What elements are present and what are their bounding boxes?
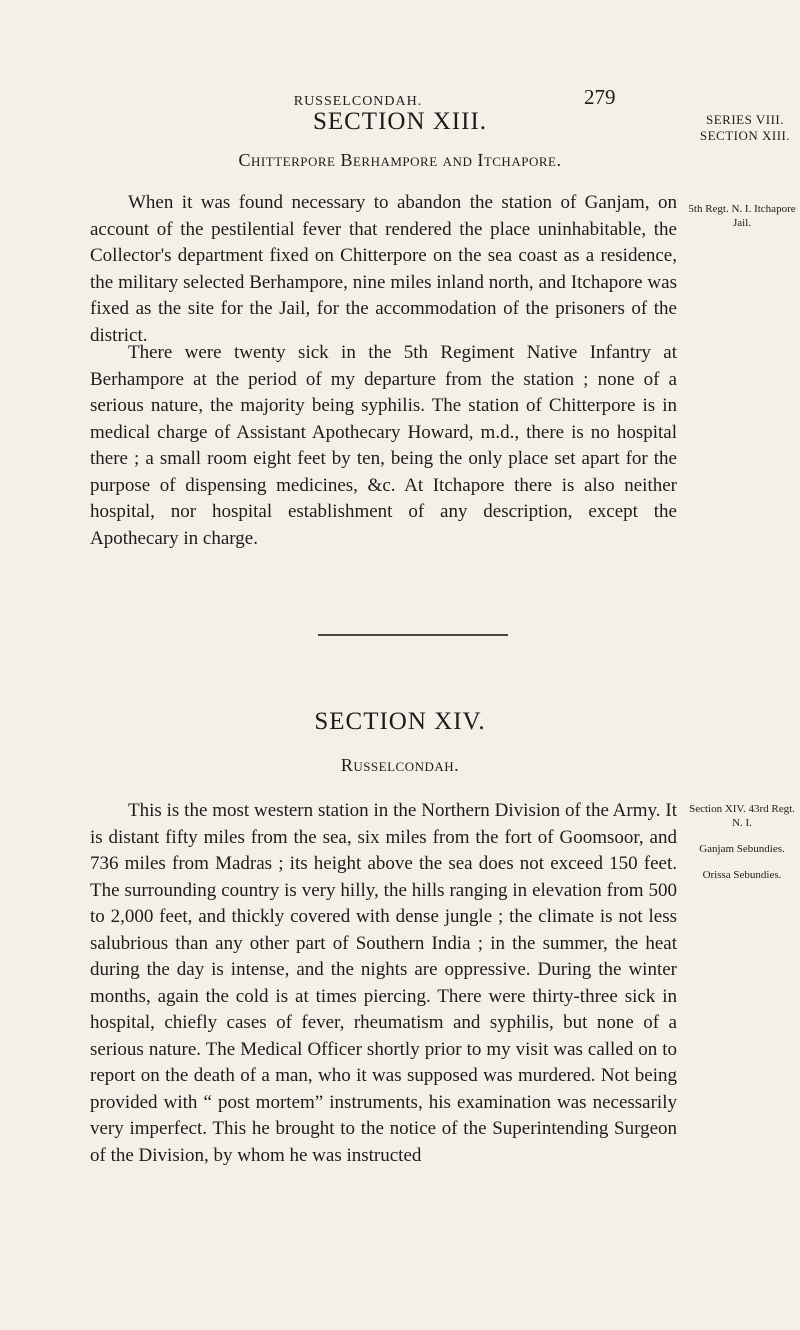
section-14-heading: SECTION XIV. <box>314 708 486 735</box>
section-14-paragraph: This is the most western station in the Northern Division of the Army. It is distant fifty miles from the sea, six miles from the fort of Goomsoor, and 736 miles from Madras ; its height above the sea does not exceed 150 feet. The surrounding country is very hilly, the hills ranging in elevation from 500 to 2,000 feet, and thickly covered with dense jungle ; the climate is not less salubrious than any other part of Southern India ; in the summer, the heat during the day is intense, and the nights are oppressive. During the winter months, again the cold is at times piercing. There were thirty-three sick in hospital, chiefly cases of fever, rheumatism and syphilis, but none of a serious nature. The Medical Officer shortly prior to my visit was called on to report on the death of a man, who it was supposed was murdered. Not being provided with “ post mortem” instruments, his examination was necessarily very imperfect. This he brought to the notice of the Superintending Surgeon of the Division, by whom he was instructed <box>90 800 677 1166</box>
section-divider <box>318 634 508 636</box>
series-label-series: SERIES VIII. <box>706 112 784 127</box>
section-14-margin-note-2: Ganjam Sebundies. <box>699 843 785 855</box>
page-number: 279 <box>584 85 616 109</box>
section-13-subheading: Chitterpore Berhampore and Itchapore. <box>238 150 562 170</box>
section-13-paragraph-2: There were twenty sick in the 5th Regiment Native Infantry at Berhampore at the period of my departure from the station ; none of a serious nature, the majority being syphilis. The station of Chitterpore is in medical charge of Assistant Apothecary Howard, m.d., there is no hospital there ; a small room eight feet by ten, being the only place set apart for the purpose of dispensing medicines, &c. At Itchapore there is also neither hospital, nor hospital establishment of any description, except the Apothecary in charge. <box>90 342 677 549</box>
section-13-margin-note: 5th Regt. N. I. Itchapore Jail. <box>688 203 796 229</box>
section-14-margin-note-1: Section XIV. 43rd Regt. N. I. <box>689 803 795 829</box>
running-title: RUSSELCONDAH. <box>293 94 423 109</box>
section-13-heading: SECTION XIII. <box>312 108 488 135</box>
section-14-margin-note-3: Orissa Sebundies. <box>702 869 782 881</box>
section-13-paragraph-1: When it was found necessary to abandon the station of Ganjam, on account of the pestilential fever that rendered the place uninhabitable, the Collector's department fixed on Chitterpore on the sea coast as a residence, the military selected Berhampore, nine miles inland north, and Itchapore was fixed as the site for the Jail, for the accommodation of the prisoners of the district. <box>90 192 677 346</box>
series-label-section: SECTION XIII. <box>699 128 791 143</box>
section-14-subheading: Russelcondah. <box>340 755 460 775</box>
